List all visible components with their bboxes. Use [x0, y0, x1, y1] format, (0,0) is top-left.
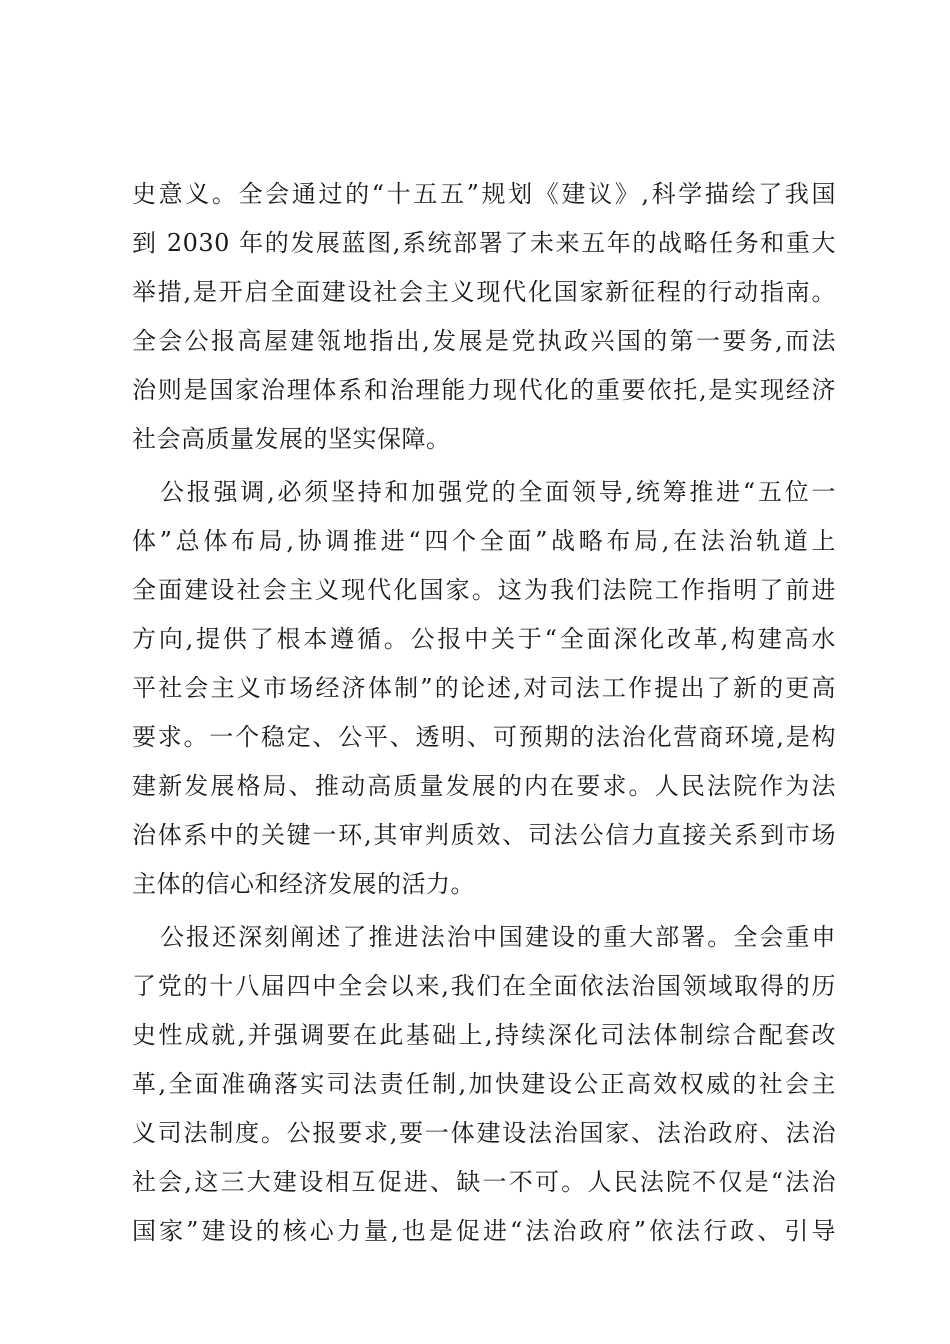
paragraph-3: [132, 913, 836, 1256]
text-line: 公报强调,必须坚持和加强党的全面领导,统筹推进“五位一: [160, 478, 836, 506]
text-line: 举措,是开启全面建设社会主义现代化国家新征程的行动指南。: [132, 278, 836, 306]
text-line: 主体的信心和经济发展的活力。: [132, 870, 475, 898]
text-line: 平社会主义市场经济体制”的论述,对司法工作提出了新的更高: [132, 674, 836, 702]
text-line: 史性成就,并强调要在此基础上,持续深化司法体制综合配套改: [132, 1021, 836, 1049]
text-line: 全会公报高屋建瓴地指出,发展是党执政兴国的第一要务,而法: [132, 327, 836, 355]
text-line: 义司法制度。公报要求,要一体建设法治国家、法治政府、法治: [132, 1119, 836, 1147]
text-line: 到 2030 年的发展蓝图,系统部署了未来五年的战略任务和重大: [132, 229, 836, 257]
text-line: 治体系中的关键一环,其审判质效、司法公信力直接关系到市场: [132, 821, 836, 849]
text-line: 国家”建设的核心力量,也是促进“法治政府”依法行政、引导: [132, 1217, 836, 1245]
text-line: 社会,这三大建设相互促进、缺一不可。人民法院不仅是“法治: [132, 1168, 836, 1196]
text-line: 公报还深刻阐述了推进法治中国建设的重大部署。全会重申: [160, 923, 836, 951]
text-line: 方向,提供了根本遵循。公报中关于“全面深化改革,构建高水: [132, 625, 836, 653]
paragraph-1: [132, 170, 836, 464]
text-line: 革,全面准确落实司法责任制,加快建设公正高效权威的社会主: [132, 1070, 836, 1098]
paragraph-2: [132, 468, 836, 909]
text-line: 史意义。全会通过的“十五五”规划《建议》,科学描绘了我国: [132, 180, 836, 208]
text-line: 要求。一个稳定、公平、透明、可预期的法治化营商环境,是构: [132, 723, 836, 751]
text-line: 社会高质量发展的坚实保障。: [132, 425, 451, 453]
text-line: 建新发展格局、推动高质量发展的内在要求。人民法院作为法: [132, 772, 836, 800]
text-line: 治则是国家治理体系和治理能力现代化的重要依托,是实现经济: [132, 376, 836, 404]
text-line: 了党的十八届四中全会以来,我们在全面依法治国领域取得的历: [132, 972, 836, 1000]
text-line: 体”总体布局,协调推进“四个全面”战略布局,在法治轨道上: [132, 527, 836, 555]
text-line: 全面建设社会主义现代化国家。这为我们法院工作指明了前进: [132, 576, 836, 604]
document-body: [132, 170, 836, 1256]
